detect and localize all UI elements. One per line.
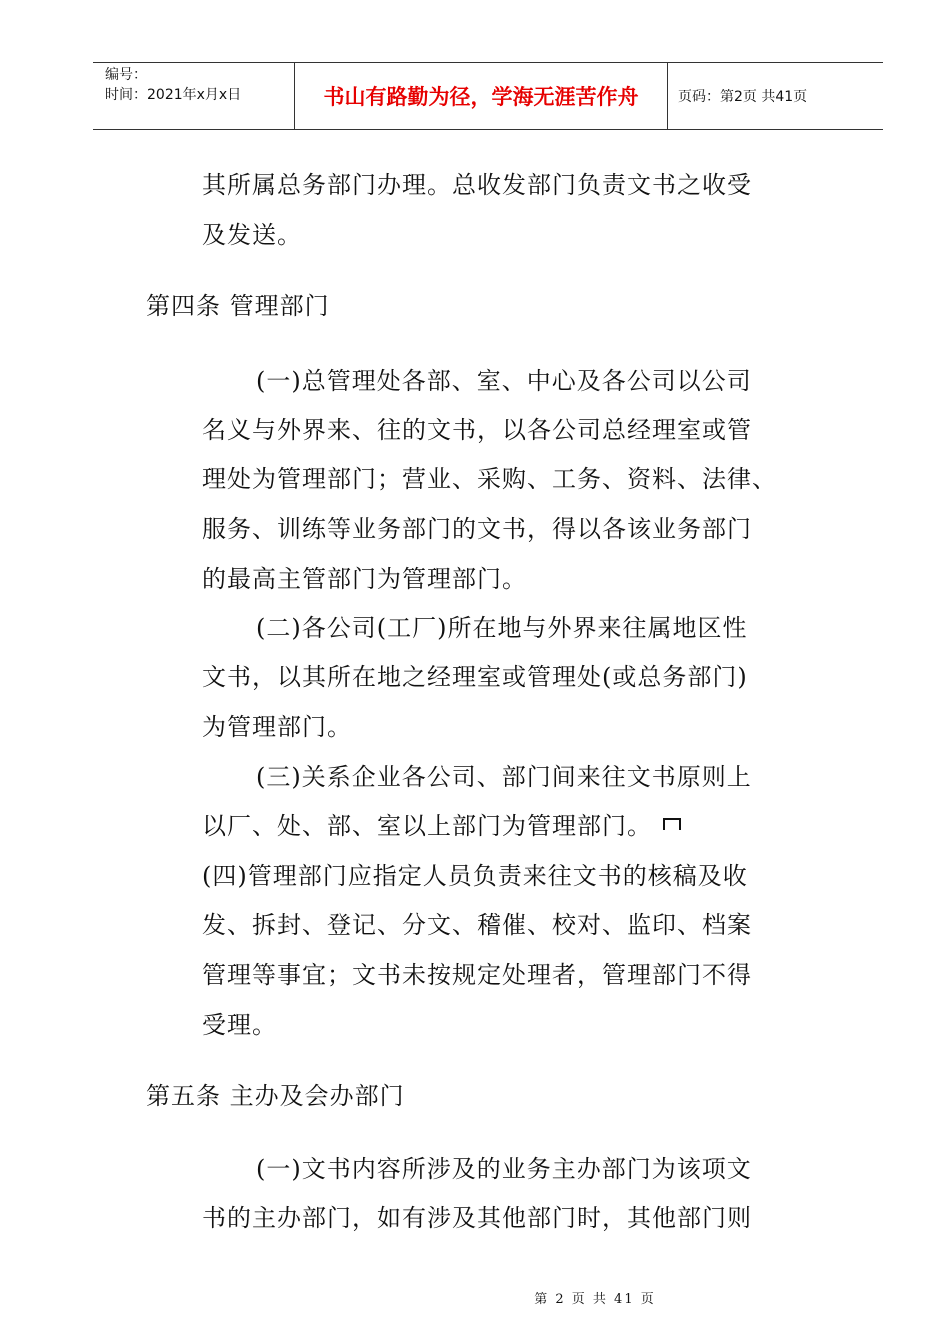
text-line: (一)文书内容所涉及的业务主办部门为该项文 [256, 1155, 752, 1183]
text-line: 第四条 管理部门 [146, 292, 330, 320]
page-header [93, 62, 883, 130]
text-line: 受理。 [202, 1011, 277, 1039]
text-line: (四)管理部门应指定人员负责来往文书的核稿及收 [202, 862, 748, 890]
text-line: 为管理部门。 [202, 713, 352, 741]
text-line: (二)各公司(工厂)所在地与外界来往属地区性 [256, 614, 748, 642]
document-number-label: 编号： [105, 67, 147, 83]
text-line: 名义与外界来、往的文书，以各公司总经理室或管 [202, 416, 752, 444]
text-line: (一)总管理处各部、室、中心及各公司以公司 [256, 367, 752, 395]
text-line: (三)关系企业各公司、部门间来往文书原则上 [256, 763, 752, 791]
text-line: 服务、训练等业务部门的文书，得以各该业务部门 [202, 515, 752, 543]
document-time-label: 时间：2021年x月x日 [105, 87, 242, 103]
header-motto: 书山有路勤为径，学海无涯苦作舟 [295, 63, 668, 129]
page-footer [0, 1288, 950, 1307]
text-line: 以厂、处、部、室以上部门为管理部门。 [202, 812, 652, 840]
text-line: 其所属总务部门办理。总收发部门负责文书之收受 [202, 171, 752, 199]
text-line: 发、拆封、登记、分文、稽催、校对、监印、档案 [202, 911, 752, 939]
text-line: 第五条 主办及会办部门 [146, 1082, 405, 1110]
text-line: 理处为管理部门；营业、采购、工务、资料、法律、 [202, 465, 777, 493]
edit-mark-icon [663, 818, 681, 830]
footer-page-number: 第 2 页 共 41 页 [534, 1292, 656, 1307]
text-line: 书的主办部门，如有涉及其他部门时，其他部门则 [202, 1204, 752, 1232]
text-line: 管理等事宜；文书未按规定处理者，管理部门不得 [202, 961, 752, 989]
header-meta [93, 63, 295, 129]
header-page-info: 页码：第2页 共41页 [678, 89, 808, 105]
text-line: 的最高主管部门为管理部门。 [202, 565, 527, 593]
text-line: 文书，以其所在地之经理室或管理处(或总务部门) [202, 663, 748, 691]
text-line: 及发送。 [202, 221, 302, 249]
